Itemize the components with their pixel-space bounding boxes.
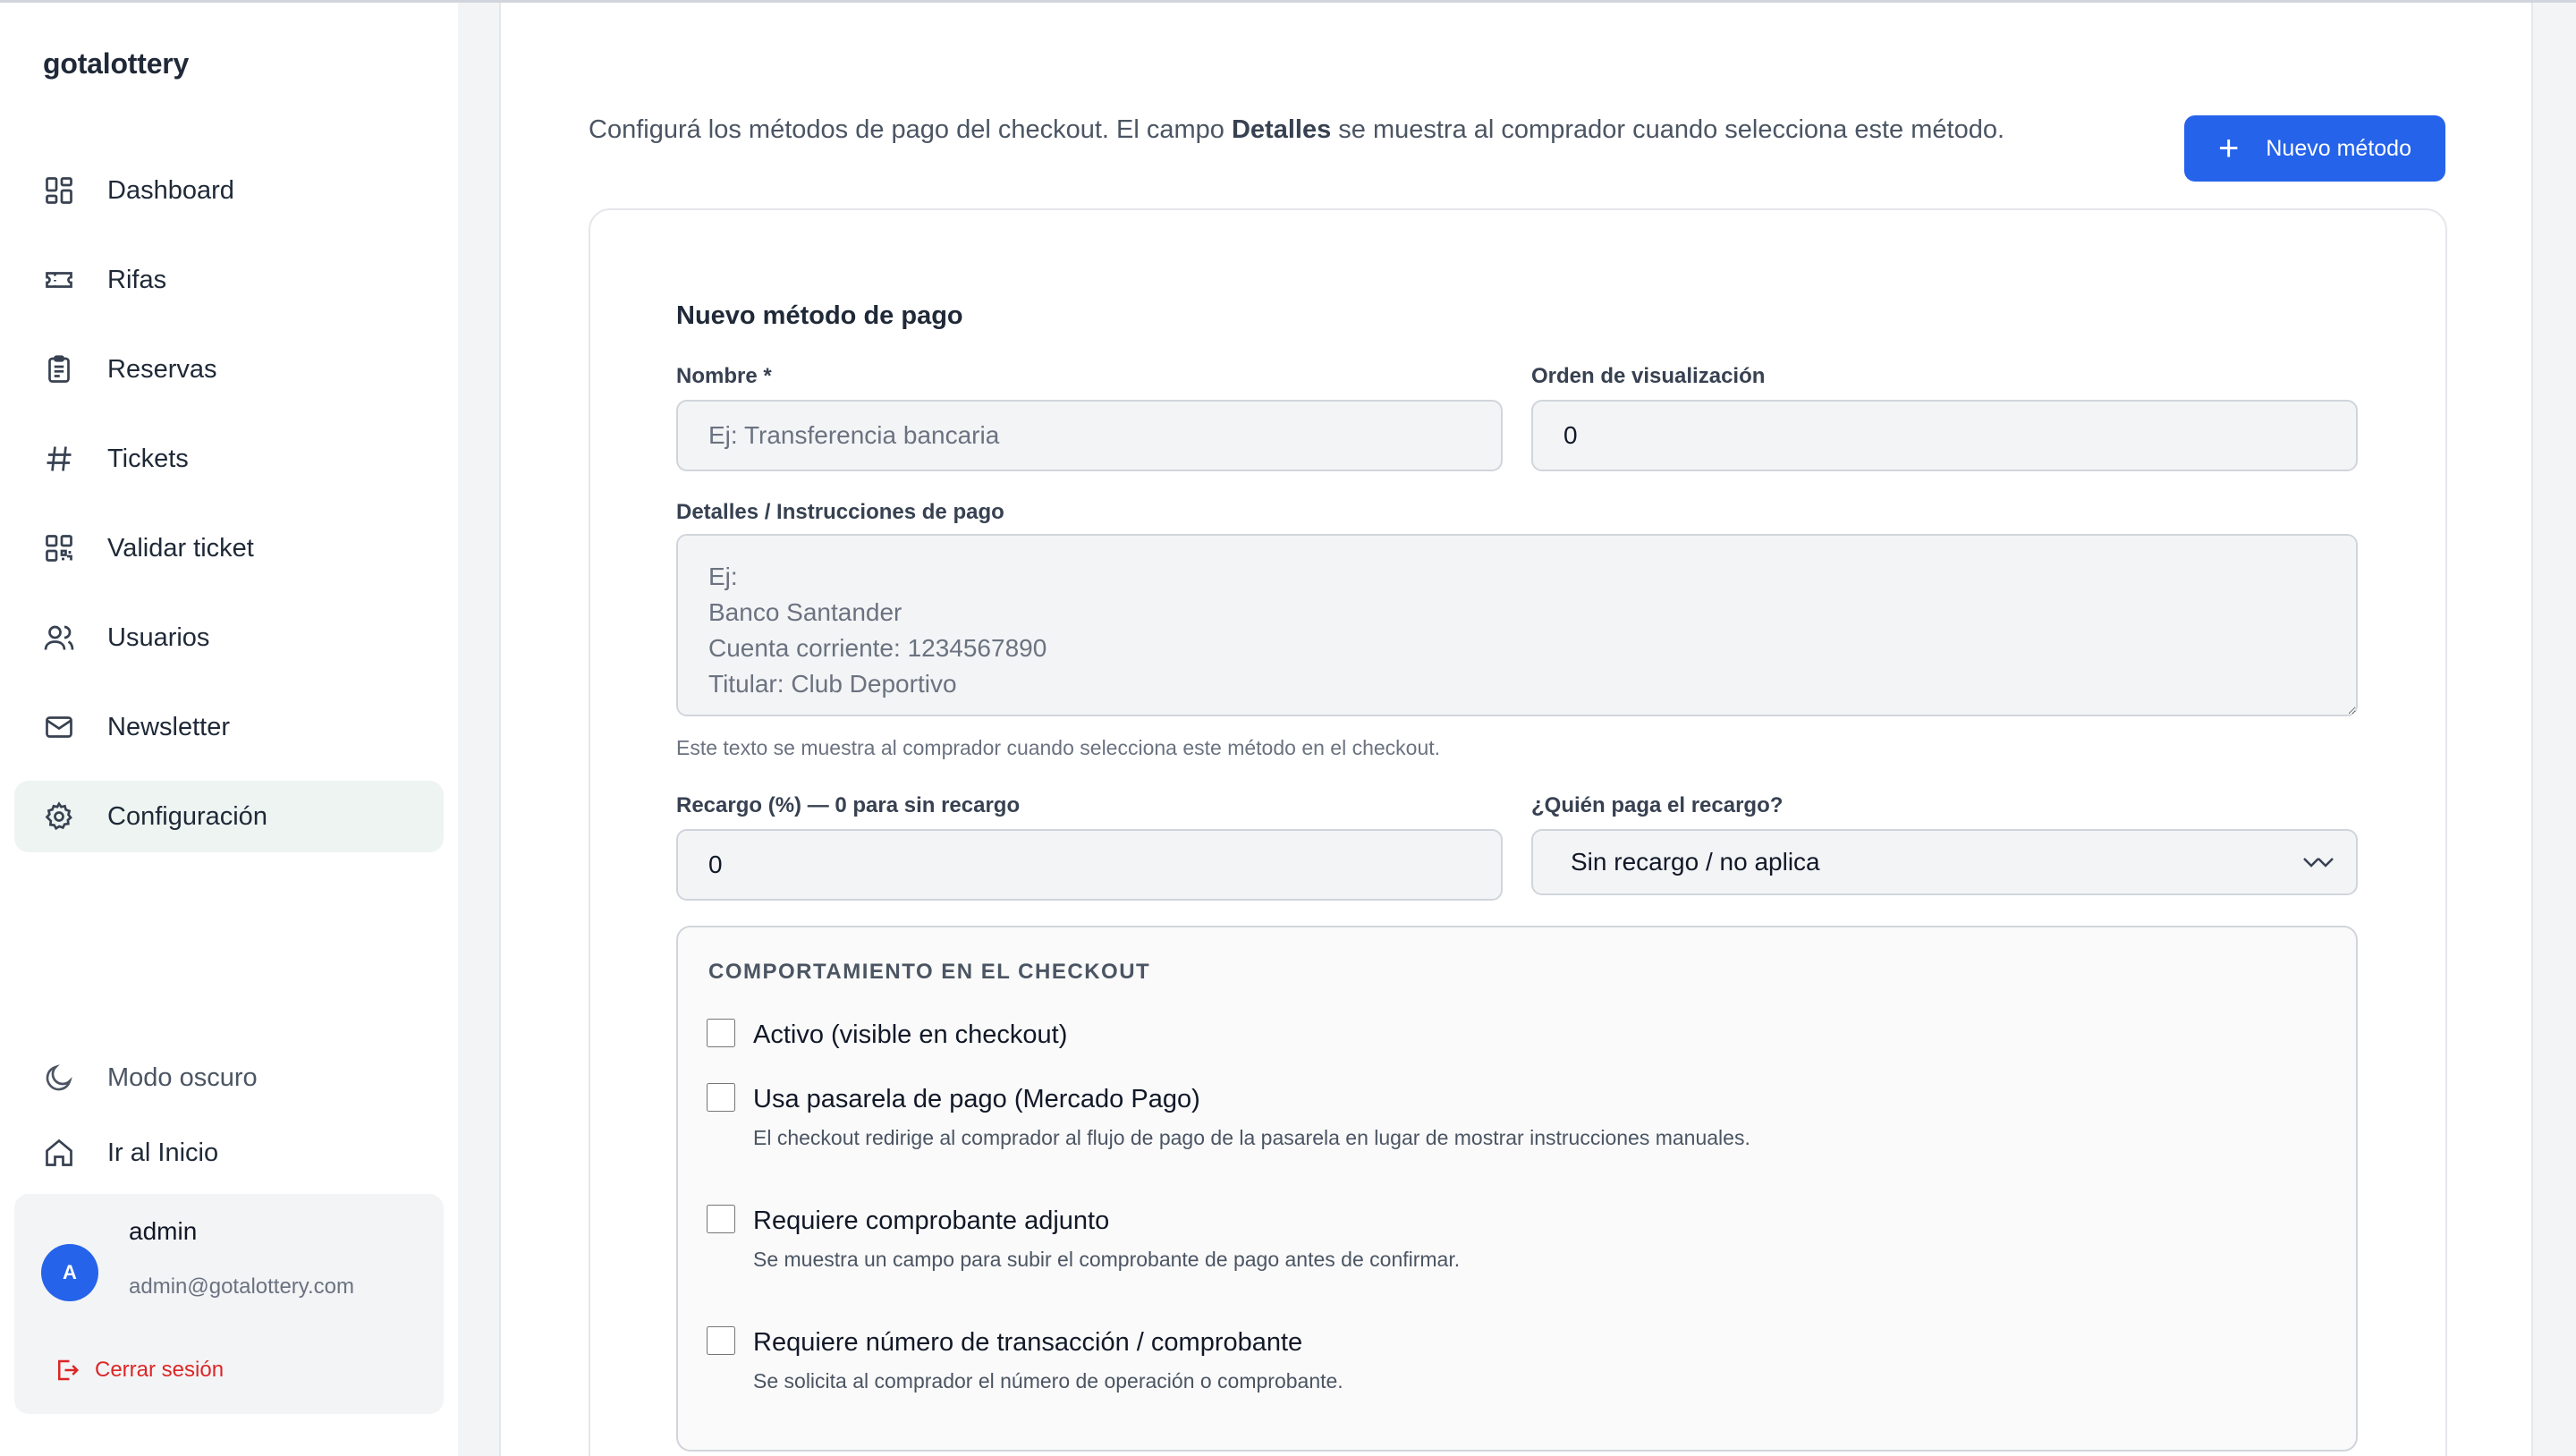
clipboard-icon bbox=[43, 353, 75, 385]
go-home-link[interactable] bbox=[14, 1117, 444, 1189]
checkout-behavior-panel bbox=[676, 926, 2358, 1452]
new-method-button[interactable] bbox=[2184, 115, 2445, 182]
option-description: Se solicita al comprador el número de operación o comprobante. bbox=[753, 1369, 1343, 1393]
active-checkbox[interactable] bbox=[707, 1019, 735, 1047]
sidebar-bottom bbox=[14, 1042, 444, 1192]
sidebar-item-reservas[interactable] bbox=[14, 334, 444, 405]
dark-mode-toggle[interactable] bbox=[14, 1042, 444, 1113]
content-gutter-left bbox=[458, 3, 501, 1456]
option-label: Usa pasarela de pago (Mercado Pago) bbox=[753, 1085, 1200, 1113]
sidebar-item-label: Dashboard bbox=[107, 175, 234, 205]
option-label: Requiere número de transacción / comprobante bbox=[753, 1328, 1303, 1357]
sidebar-item-label: Newsletter bbox=[107, 712, 230, 741]
sidebar-nav bbox=[14, 155, 444, 870]
sidebar-item-validar-ticket[interactable] bbox=[14, 512, 444, 584]
option-label: Activo (visible en checkout) bbox=[753, 1020, 1068, 1049]
surcharge-label: Recargo (%) — 0 para sin recargo bbox=[676, 793, 1021, 817]
chevron-down-icon bbox=[2301, 851, 2336, 877]
mail-icon bbox=[43, 711, 75, 743]
user-card bbox=[14, 1194, 444, 1414]
order-label: Orden de visualización bbox=[1531, 364, 1766, 388]
dashboard-icon bbox=[43, 174, 75, 207]
sidebar-item-label: Rifas bbox=[107, 265, 167, 294]
ticket-icon bbox=[43, 264, 75, 296]
user-name: admin bbox=[129, 1217, 198, 1245]
sidebar-item-newsletter[interactable] bbox=[14, 691, 444, 763]
sidebar-item-rifas[interactable] bbox=[14, 244, 444, 316]
sidebar-item-label: Usuarios bbox=[107, 622, 210, 652]
payment-method-form-card bbox=[589, 208, 2447, 1456]
sidebar-item-usuarios[interactable] bbox=[14, 602, 444, 673]
name-label: Nombre * bbox=[676, 364, 772, 388]
sidebar-item-label: Configuración bbox=[107, 801, 267, 831]
hash-icon bbox=[43, 443, 75, 475]
transaction-number-checkbox[interactable] bbox=[707, 1326, 735, 1355]
sidebar-item-label: Reservas bbox=[107, 354, 217, 384]
sidebar-item-tickets[interactable] bbox=[14, 423, 444, 495]
surcharge-input[interactable] bbox=[676, 829, 1503, 901]
content-gutter-right bbox=[2531, 3, 2576, 1456]
dark-mode-label: Modo oscuro bbox=[107, 1062, 258, 1092]
sidebar-item-label: Tickets bbox=[107, 444, 189, 473]
moon-icon bbox=[43, 1062, 75, 1094]
name-input[interactable] bbox=[676, 400, 1503, 471]
users-icon bbox=[43, 622, 75, 654]
avatar: A bbox=[41, 1244, 98, 1301]
receipt-checkbox[interactable] bbox=[707, 1205, 735, 1233]
intro-text-after: se muestra al comprador cuando selecciona este método. bbox=[1331, 115, 2005, 144]
new-method-label: Nuevo método bbox=[2266, 135, 2411, 161]
page-intro bbox=[589, 115, 2004, 145]
intro-text-before: Configurá los métodos de pago del checkout. El campo bbox=[589, 115, 1232, 144]
user-email: admin@gotalottery.com bbox=[129, 1274, 355, 1299]
details-textarea[interactable] bbox=[676, 534, 2358, 716]
gear-icon bbox=[43, 800, 75, 833]
qr-code-icon bbox=[43, 532, 75, 564]
go-home-label: Ir al Inicio bbox=[107, 1138, 219, 1167]
sidebar-item-dashboard[interactable] bbox=[14, 155, 444, 226]
home-icon bbox=[43, 1137, 75, 1169]
plus-icon: + bbox=[2218, 129, 2240, 168]
brand-logo[interactable]: gotalottery bbox=[43, 47, 190, 80]
logout-label: Cerrar sesión bbox=[95, 1358, 225, 1382]
option-description: Se muestra un campo para subir el comprobante de pago antes de confirmar. bbox=[753, 1248, 1461, 1271]
logout-button[interactable] bbox=[54, 1357, 224, 1384]
gateway-checkbox[interactable] bbox=[707, 1083, 735, 1112]
details-help-text: Este texto se muestra al comprador cuando selecciona este método en el checkout. bbox=[676, 736, 1441, 759]
sidebar-item-configuracion[interactable] bbox=[14, 781, 444, 852]
form-title: Nuevo método de pago bbox=[676, 301, 963, 330]
option-label: Requiere comprobante adjunto bbox=[753, 1206, 1110, 1235]
payer-label: ¿Quién paga el recargo? bbox=[1531, 793, 1784, 817]
payer-selected-value: Sin recargo / no aplica bbox=[1571, 848, 1820, 876]
intro-text-bold: Detalles bbox=[1231, 115, 1332, 144]
details-label: Detalles / Instrucciones de pago bbox=[676, 500, 1004, 524]
behavior-title: COMPORTAMIENTO EN EL CHECKOUT bbox=[708, 960, 1151, 984]
payer-select[interactable] bbox=[1531, 829, 2358, 895]
sidebar-item-label: Validar ticket bbox=[107, 533, 254, 563]
sidebar bbox=[0, 3, 458, 1456]
option-description: El checkout redirige al comprador al flujo de pago de la pasarela en lugar de mostrar instrucciones manuales. bbox=[753, 1126, 1750, 1149]
main-content bbox=[503, 3, 2531, 1456]
logout-icon bbox=[54, 1357, 80, 1384]
order-input[interactable] bbox=[1531, 400, 2358, 471]
